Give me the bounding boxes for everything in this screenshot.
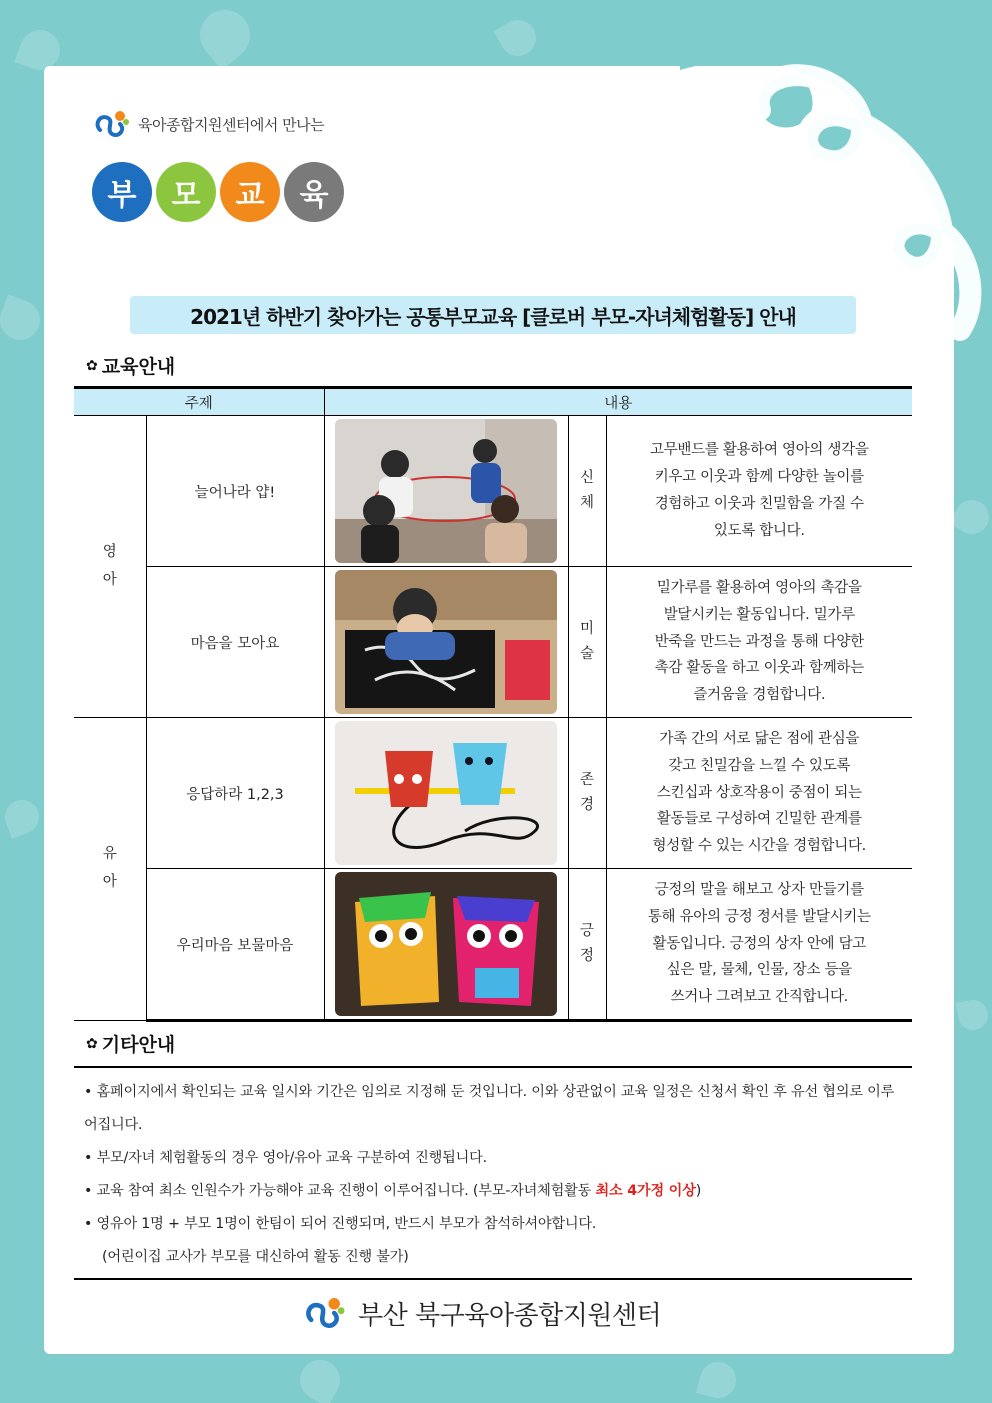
category-char: 경 [580,797,595,813]
description-line: 갖고 친밀감을 느낄 수 있도록 [668,757,851,774]
description-line: 밀가루를 활용하여 영아의 촉감을 [656,579,862,596]
category-char: 신 [580,470,595,487]
footer-org-name: 부산 북구육아종합지원센터 [358,1300,662,1331]
section-heading-text: 기타안내 [101,1034,176,1056]
description-line: 형성할 수 있는 시간을 경험합니다. [652,838,866,855]
education-table [74,386,912,1022]
center-logo [92,104,324,144]
description-line: 촉감 활동을 하고 이웃과 함께하는 [654,660,864,677]
parent-education-badges [92,162,344,222]
category-cell [568,869,606,1021]
description-cell [606,416,912,567]
center-logo-icon [92,104,132,144]
other-notes [84,1076,904,1274]
table-row [74,416,912,567]
section-heading-education [86,352,175,379]
description-line: 쓰거나 그려보고 간직합니다. [670,989,848,1006]
note-item: (어린이집 교사가 부모를 대신하여 활동 진행 불가) [102,1249,409,1265]
table-row [74,869,912,1021]
category-char: 긍 [580,923,595,940]
description-line: 긍정의 말을 해보고 상자 만들기를 [654,881,864,898]
topic-cell: 늘어나라 얍! [146,416,324,567]
logo-tagline: 육아종합지원센터에서 만나는 [138,115,325,134]
description-line: 활동입니다. 긍정의 상자 안에 담고 [652,935,866,952]
column-header-topic: 주제 [74,388,324,416]
category-char: 미 [580,621,595,638]
section-heading-other [86,1030,175,1057]
age-group-char: 아 [102,874,117,890]
category-char: 술 [580,646,595,662]
description-cell [606,718,912,869]
description-cell [606,869,912,1021]
description-line: 키우고 이웃과 함께 다양한 놀이를 [654,469,864,486]
flower-icon: ✿ [86,357,98,374]
category-cell [568,567,606,718]
category-cell [568,718,606,869]
topic-cell: 마음을 모아요 [146,567,324,718]
age-group-cell [74,718,146,1021]
photo-cell [324,869,568,1021]
note-item: • 영유아 1명 + 부모 1명이 한팀이 되어 진행되며, 반드시 부모가 참석하셔야합니다. [84,1216,597,1232]
badge-bu: 부 [92,162,152,222]
age-group-char: 유 [102,846,117,863]
note-text: ) [695,1183,702,1199]
badge-yuk: 육 [284,162,344,222]
activity-photo-cup-phone [335,721,557,865]
note-text: • 교육 참여 최소 인원수가 가능해야 교육 진행이 이루어집니다. (부모-자녀체험활동 [84,1183,596,1199]
column-header-content: 내용 [324,388,912,416]
description-line: 고무밴드를 활용하여 영아의 생각을 [650,442,869,459]
section-heading-text: 교육안내 [101,356,176,378]
category-char: 존 [580,772,595,789]
photo-cell [324,567,568,718]
age-group-cell [74,416,146,718]
note-item: • 부모/자녀 체험활동의 경우 영아/유아 교육 구분하여 진행됩니다. [84,1150,487,1166]
divider [74,1278,912,1280]
table-header-row [74,388,912,416]
description-line: 통해 유아의 긍정 정서를 발달시키는 [647,908,871,925]
note-item [84,1175,904,1208]
activity-photo-flour-art [335,570,557,714]
description-line: 발달시키는 활동입니다. 밀가루 [663,606,855,623]
note-emphasis: 최소 4가정 이상 [595,1183,696,1199]
photo-cell [324,718,568,869]
note-item: • 홈페이지에서 확인되는 교육 일시와 기간은 임의로 지정해 둔 것입니다. 이와 상관없이 교육 일정은 신청서 확인 후 유선 협의로 이루어집니다. [84,1084,895,1133]
age-group-char: 아 [102,571,117,588]
flower-icon: ✿ [86,1035,98,1052]
center-logo-icon [300,1290,350,1336]
category-char: 정 [580,948,595,964]
description-line: 싶은 말, 물체, 인물, 장소 등을 [666,962,852,979]
divider [74,1066,912,1068]
description-line: 즐거움을 경험합니다. [693,687,826,704]
table-row [74,718,912,869]
footer [300,1290,661,1336]
page-title: 2021년 하반기 찾아가는 공통부모교육 [클로버 부모-자녀체험활동] 안내 [130,296,856,334]
activity-photo-rubber-band [335,419,557,563]
category-cell [568,416,606,567]
description-line: 경험하고 이웃과 친밀함을 가질 수 [654,496,864,512]
age-group-char: 영 [102,543,117,560]
activity-photo-owl-box [335,872,557,1016]
category-char: 체 [580,495,595,511]
description-line: 활동들로 구성하여 긴밀한 관계를 [656,811,862,828]
description-cell [606,567,912,718]
description-line: 있도록 합니다. [713,522,805,539]
photo-cell [324,416,568,567]
badge-gyo: 교 [220,162,280,222]
description-line: 가족 간의 서로 닮은 점에 관심을 [659,730,860,747]
topic-cell: 우리마음 보물마음 [146,869,324,1021]
badge-mo: 모 [156,162,216,222]
topic-cell: 응답하라 1,2,3 [146,718,324,869]
table-row [74,567,912,718]
description-line: 반죽을 만드는 과정을 통해 다양한 [654,633,864,650]
description-line: 스킨십과 상호작용이 중점이 되는 [656,784,862,801]
